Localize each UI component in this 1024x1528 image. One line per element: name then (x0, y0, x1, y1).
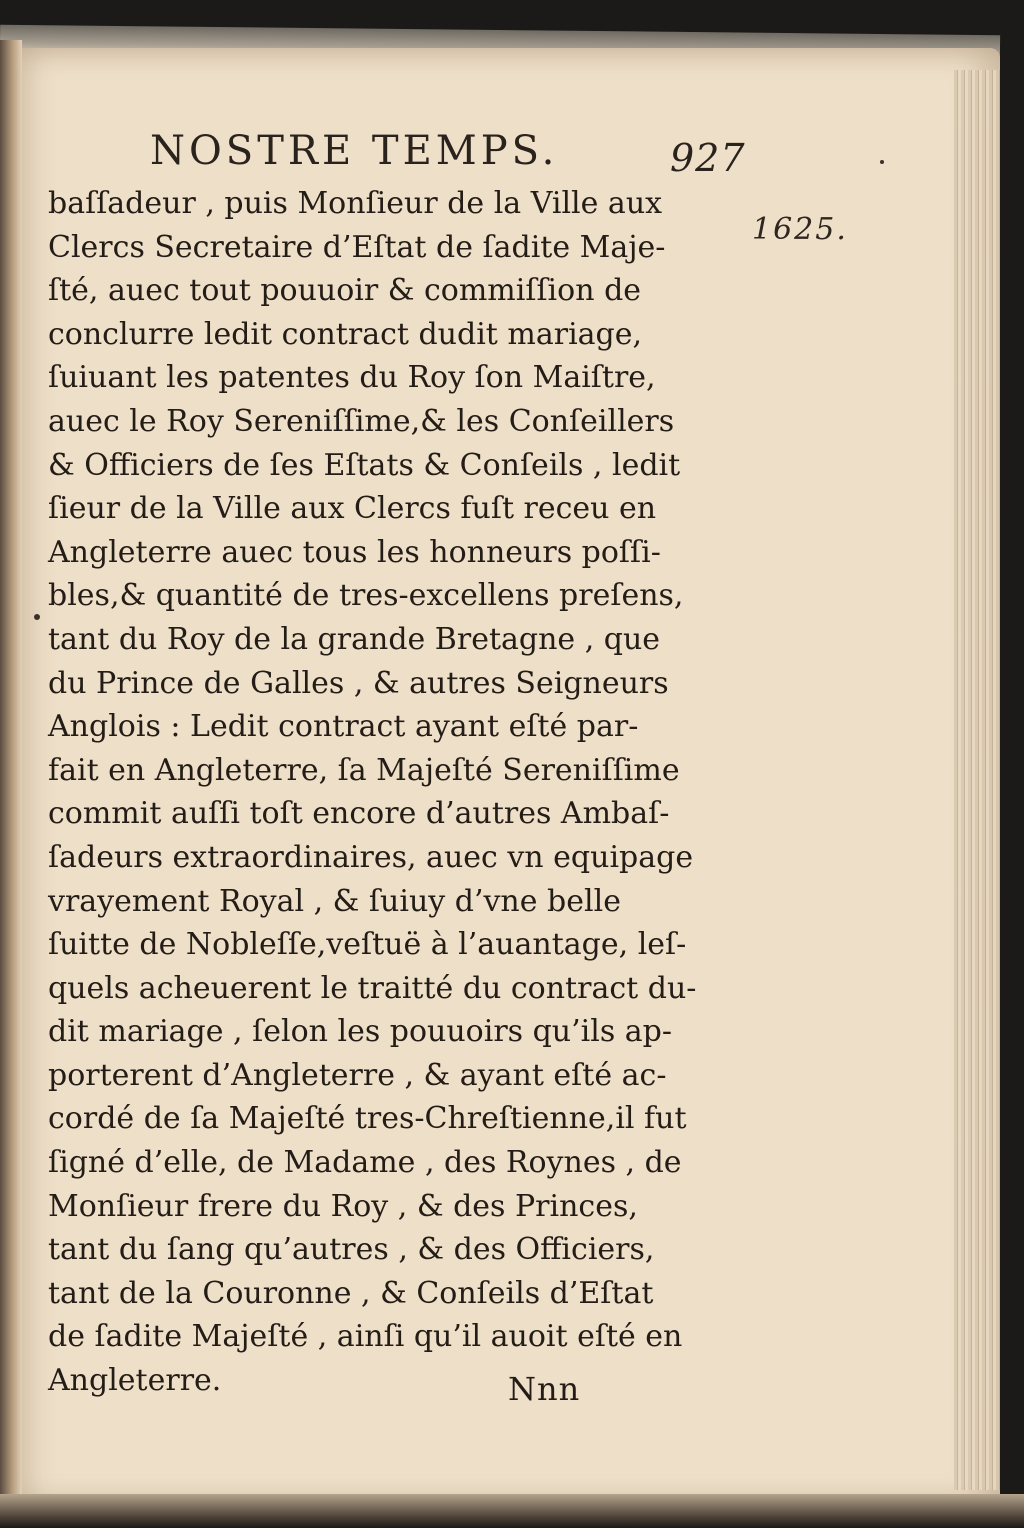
text-line: ſuitte de Nobleſſe,veſtuë à l’auantage, leſ- (48, 927, 687, 963)
text-line: ſté, auec tout pouuoir & commiſſion de (48, 273, 642, 309)
text-line: Monſieur frere du Roy , & des Princes, (48, 1188, 638, 1224)
text-line: auec le Roy Sereniſſime,& les Conſeillers (48, 403, 675, 439)
text-line: Clercs Secretaire d’Eſtat de ſadite Maje- (48, 229, 666, 265)
signature-mark: Nnn (508, 1370, 581, 1408)
margin-year-note: 1625. (752, 212, 848, 247)
page-fore-edge (954, 70, 1000, 1490)
text-line: conclurre ledit contract dudit mariage, (48, 316, 643, 352)
text-line: ſuiuant les patentes du Roy ſon Maiſtre, (48, 360, 656, 396)
body-text (48, 182, 748, 1403)
text-line: quels acheuerent le traitté du contract du- (48, 970, 697, 1006)
text-line: bles,& quantité de tres-excellens preſens, (48, 578, 684, 614)
text-line: Angleterre auec tous les honneurs poſſi- (48, 534, 661, 570)
text-line: fait en Angleterre, ſa Majeſté Sereniſſime (48, 752, 680, 788)
text-line: ſieur de la Ville aux Clercs fuſt receu en (48, 491, 657, 527)
text-line: tant de la Couronne , & Conſeils d’Eſtat (48, 1275, 654, 1311)
text-line: du Prince de Galles , & autres Seigneurs (48, 665, 669, 701)
page-bottom-edge (0, 1494, 1024, 1528)
text-line: dit mariage , ſelon les pouuoirs qu’ils ap- (48, 1014, 673, 1050)
book-spine (0, 40, 22, 1510)
text-line: Angleterre. (48, 1363, 222, 1399)
page-header (150, 128, 750, 184)
text-line: vrayement Royal , & ſuiuy d’vne belle (48, 883, 621, 919)
text-line: & Officiers de ſes Eſtats & Conſeils , ledit (48, 447, 681, 483)
text-line: commit auſſi toſt encore d’autres Ambaſ- (48, 796, 670, 832)
page-number: 927 (670, 136, 746, 180)
text-line: de ſadite Majeſté , ainſi qu’il auoit eſté en (48, 1319, 683, 1355)
text-line: ſadeurs extraordinaires, auec vn equipage (48, 839, 694, 875)
text-line: baſſadeur , puis Monſieur de la Ville aux (48, 186, 663, 221)
text-line: Anglois : Ledit contract ayant eſté par- (48, 709, 639, 745)
text-line: cordé de ſa Majeſté tres-Chreſtienne,il fut (48, 1101, 687, 1137)
ink-speck (880, 160, 884, 164)
text-line: porterent d’Angleterre , & ayant eſté ac- (48, 1057, 667, 1093)
text-line: tant du Roy de la grande Bretagne , que (48, 621, 661, 657)
ink-speck (34, 614, 40, 620)
running-title: NOSTRE TEMPS. (150, 128, 559, 174)
text-line: ſigné d’elle, de Madame , des Roynes , de (48, 1145, 682, 1181)
text-line: tant du ſang qu’autres , & des Officiers, (48, 1232, 655, 1268)
